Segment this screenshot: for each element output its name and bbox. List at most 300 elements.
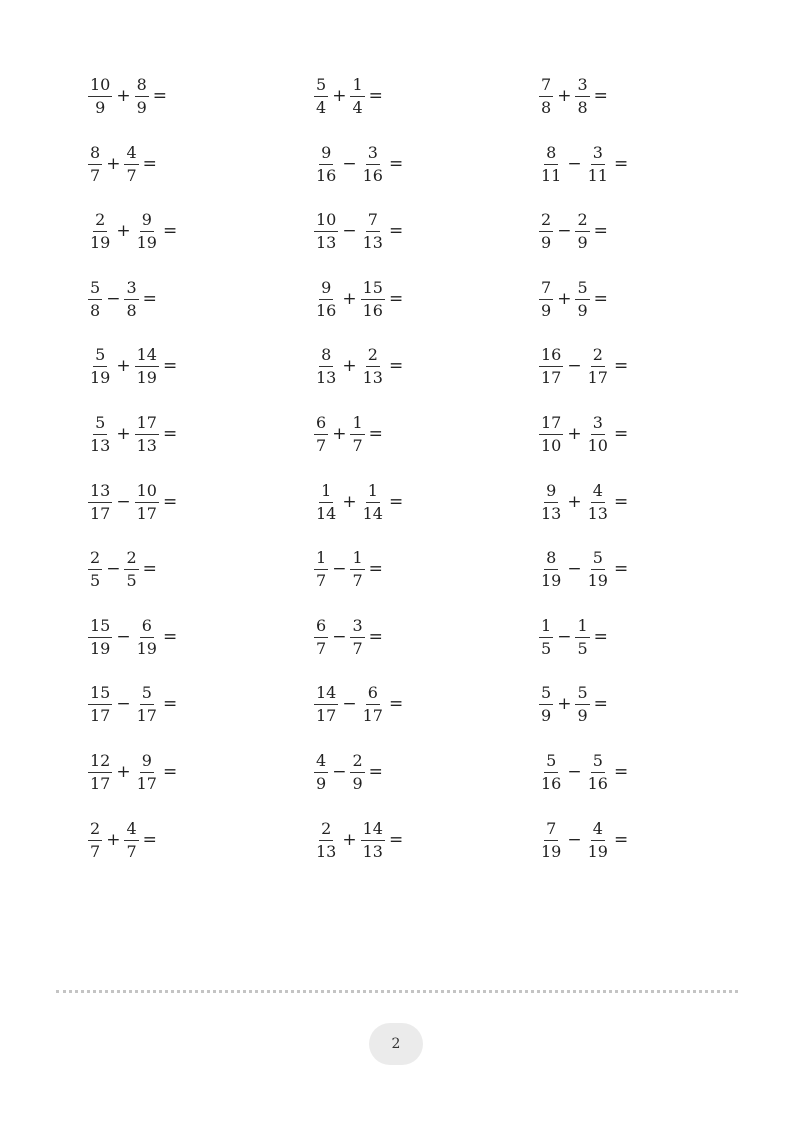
numerator: 17 — [539, 415, 563, 435]
fraction-right — [135, 209, 159, 252]
numerator: 1 — [350, 77, 364, 97]
fraction-right — [575, 277, 589, 320]
fraction-problem — [539, 479, 628, 525]
equals-sign: = — [593, 221, 608, 241]
operator-sign: + — [567, 492, 582, 512]
denominator: 13 — [90, 435, 111, 455]
numerator: 15 — [361, 280, 385, 300]
fraction-problem — [539, 276, 608, 322]
denominator: 14 — [362, 503, 383, 523]
denominator: 19 — [541, 570, 562, 590]
denominator: 7 — [126, 165, 137, 185]
denominator: 19 — [90, 638, 111, 658]
fraction-right — [135, 682, 159, 725]
denominator: 19 — [587, 841, 608, 861]
fraction-problem — [539, 343, 628, 389]
denominator: 13 — [362, 841, 383, 861]
fraction-right — [135, 74, 149, 117]
denominator: 7 — [352, 435, 363, 455]
fraction-right — [361, 682, 385, 725]
denominator: 16 — [316, 300, 337, 320]
numerator: 8 — [135, 77, 149, 97]
numerator: 1 — [366, 483, 380, 503]
denominator: 17 — [362, 705, 383, 725]
operator-sign: + — [557, 289, 572, 309]
operator-sign: − — [567, 559, 582, 579]
fraction-problem — [88, 73, 167, 119]
fraction-left — [539, 344, 563, 387]
operator-sign: − — [342, 694, 357, 714]
numerator: 2 — [93, 212, 107, 232]
operator-sign: + — [106, 830, 121, 850]
numerator: 5 — [539, 685, 553, 705]
numerator: 7 — [544, 821, 558, 841]
denominator: 14 — [316, 503, 337, 523]
fraction-left — [88, 750, 112, 793]
denominator: 10 — [587, 435, 608, 455]
fraction-problem — [88, 479, 177, 525]
fraction-left — [539, 209, 553, 252]
denominator: 9 — [577, 232, 588, 252]
numerator: 5 — [591, 753, 605, 773]
dotted-divider — [56, 990, 738, 993]
operator-sign: + — [116, 762, 131, 782]
numerator: 2 — [124, 550, 138, 570]
denominator: 8 — [577, 97, 588, 117]
equals-sign: = — [613, 762, 629, 782]
denominator: 13 — [541, 503, 562, 523]
fraction-left — [539, 615, 553, 658]
denominator: 9 — [95, 97, 106, 117]
denominator: 13 — [362, 367, 383, 387]
numerator: 2 — [591, 347, 605, 367]
fraction-left — [314, 209, 338, 252]
operator-sign: − — [332, 627, 347, 647]
denominator: 16 — [541, 773, 562, 793]
numerator: 5 — [575, 685, 589, 705]
equals-sign: = — [142, 559, 157, 579]
numerator: 14 — [135, 347, 159, 367]
fraction-right — [350, 412, 364, 455]
denominator: 7 — [352, 570, 363, 590]
denominator: 9 — [136, 97, 147, 117]
fraction-left — [539, 547, 563, 590]
denominator: 9 — [316, 773, 327, 793]
denominator: 7 — [126, 841, 137, 861]
fraction-left — [539, 142, 563, 185]
denominator: 17 — [316, 705, 337, 725]
fraction-right — [350, 74, 364, 117]
fraction-right — [586, 480, 610, 523]
numerator: 1 — [575, 618, 589, 638]
fraction-problem — [539, 546, 628, 592]
numerator: 2 — [88, 821, 102, 841]
denominator: 16 — [316, 165, 337, 185]
numerator: 2 — [319, 821, 333, 841]
denominator: 16 — [587, 773, 608, 793]
equals-sign: = — [388, 289, 404, 309]
numerator: 1 — [350, 550, 364, 570]
fraction-problem — [314, 749, 383, 795]
denominator: 9 — [352, 773, 363, 793]
fraction-left — [314, 682, 338, 725]
fraction-right — [361, 818, 385, 861]
equals-sign: = — [388, 154, 404, 174]
operator-sign: − — [116, 627, 131, 647]
fraction-right — [586, 142, 610, 185]
denominator: 17 — [90, 503, 111, 523]
fraction-right — [575, 682, 589, 725]
operator-sign: + — [116, 221, 131, 241]
denominator: 13 — [316, 367, 337, 387]
fraction-right — [361, 480, 385, 523]
denominator: 16 — [362, 165, 383, 185]
fraction-right — [586, 412, 610, 455]
fraction-left — [88, 615, 112, 658]
fraction-problem — [314, 817, 403, 863]
numerator: 10 — [135, 483, 159, 503]
numerator: 1 — [319, 483, 333, 503]
denominator: 9 — [541, 232, 552, 252]
denominator: 5 — [126, 570, 137, 590]
fraction-left — [314, 480, 338, 523]
equals-sign: = — [142, 289, 157, 309]
denominator: 17 — [587, 367, 608, 387]
fraction-left — [88, 412, 112, 455]
fraction-right — [361, 344, 385, 387]
operator-sign: + — [567, 424, 582, 444]
fraction-right — [124, 818, 138, 861]
denominator: 17 — [541, 367, 562, 387]
operator-sign: − — [116, 492, 131, 512]
fraction-right — [135, 344, 159, 387]
fraction-left — [539, 682, 553, 725]
fraction-problem — [88, 614, 177, 660]
numerator: 9 — [140, 753, 154, 773]
operator-sign: − — [567, 762, 582, 782]
fraction-left — [88, 547, 102, 590]
numerator: 6 — [314, 415, 328, 435]
fraction-right — [586, 750, 610, 793]
denominator: 17 — [136, 503, 157, 523]
operator-sign: − — [106, 559, 121, 579]
denominator: 11 — [541, 165, 562, 185]
fraction-problem — [314, 681, 403, 727]
denominator: 7 — [316, 570, 327, 590]
fraction-right — [350, 547, 364, 590]
fraction-problem — [88, 411, 177, 457]
operator-sign: + — [342, 356, 357, 376]
fraction-right — [586, 818, 610, 861]
equals-sign: = — [613, 424, 629, 444]
denominator: 19 — [90, 232, 111, 252]
equals-sign: = — [152, 86, 168, 106]
operator-sign: + — [116, 424, 131, 444]
denominator: 19 — [136, 638, 157, 658]
denominator: 19 — [136, 367, 157, 387]
equals-sign: = — [388, 492, 404, 512]
fraction-left — [88, 277, 102, 320]
denominator: 19 — [136, 232, 157, 252]
fraction-left — [314, 412, 328, 455]
denominator: 16 — [362, 300, 383, 320]
fraction-right — [361, 277, 385, 320]
fraction-problem — [314, 614, 383, 660]
fraction-left — [314, 277, 338, 320]
numerator: 9 — [544, 483, 558, 503]
fraction-left — [314, 750, 328, 793]
denominator: 13 — [587, 503, 608, 523]
numerator: 12 — [88, 753, 112, 773]
fraction-problem — [314, 276, 403, 322]
fraction-right — [586, 344, 610, 387]
page-number-badge — [369, 1023, 423, 1065]
numerator: 16 — [539, 347, 563, 367]
fraction-left — [314, 142, 338, 185]
operator-sign: − — [567, 154, 582, 174]
numerator: 5 — [140, 685, 154, 705]
equals-sign: = — [368, 762, 383, 782]
fraction-problem — [539, 817, 628, 863]
numerator: 8 — [88, 145, 102, 165]
numerator: 4 — [591, 821, 605, 841]
fraction-right — [135, 750, 159, 793]
numerator: 7 — [539, 280, 553, 300]
equals-sign: = — [142, 154, 157, 174]
numerator: 9 — [319, 280, 333, 300]
fraction-problem — [314, 479, 403, 525]
denominator: 9 — [541, 300, 552, 320]
fraction-left — [314, 818, 338, 861]
fraction-left — [314, 615, 328, 658]
denominator: 17 — [136, 705, 157, 725]
numerator: 5 — [93, 347, 107, 367]
numerator: 5 — [591, 550, 605, 570]
fraction-problem — [314, 411, 383, 457]
fraction-right — [350, 750, 364, 793]
equals-sign: = — [162, 627, 178, 647]
equals-sign: = — [388, 221, 404, 241]
fraction-left — [88, 344, 112, 387]
denominator: 13 — [316, 841, 337, 861]
fraction-problem — [88, 276, 157, 322]
equals-sign: = — [368, 86, 383, 106]
operator-sign: + — [116, 86, 131, 106]
operator-sign: − — [116, 694, 131, 714]
fraction-problem — [88, 208, 177, 254]
fraction-left — [539, 412, 563, 455]
equals-sign: = — [162, 694, 178, 714]
fraction-problem — [539, 681, 608, 727]
fraction-right — [124, 277, 138, 320]
numerator: 2 — [539, 212, 553, 232]
denominator: 7 — [316, 435, 327, 455]
fraction-right — [575, 74, 589, 117]
numerator: 2 — [88, 550, 102, 570]
denominator: 4 — [316, 97, 327, 117]
numerator: 13 — [88, 483, 112, 503]
equals-sign: = — [388, 830, 404, 850]
fraction-problem — [539, 141, 628, 187]
equals-sign: = — [593, 694, 608, 714]
denominator: 17 — [136, 773, 157, 793]
numerator: 3 — [124, 280, 138, 300]
operator-sign: + — [557, 694, 572, 714]
operator-sign: − — [567, 830, 582, 850]
fraction-right — [586, 547, 610, 590]
operator-sign: − — [332, 559, 347, 579]
numerator: 9 — [319, 145, 333, 165]
fraction-right — [361, 142, 385, 185]
fraction-problem — [88, 141, 157, 187]
numerator: 4 — [124, 145, 138, 165]
numerator: 15 — [88, 685, 112, 705]
equals-sign: = — [613, 492, 629, 512]
denominator: 19 — [541, 841, 562, 861]
denominator: 9 — [577, 300, 588, 320]
numerator: 8 — [544, 550, 558, 570]
numerator: 8 — [544, 145, 558, 165]
denominator: 10 — [541, 435, 562, 455]
operator-sign: − — [557, 221, 572, 241]
equals-sign: = — [368, 424, 383, 444]
fraction-left — [314, 547, 328, 590]
fraction-right — [575, 209, 589, 252]
numerator: 4 — [591, 483, 605, 503]
numerator: 7 — [366, 212, 380, 232]
numerator: 5 — [314, 77, 328, 97]
denominator: 17 — [90, 705, 111, 725]
numerator: 2 — [350, 753, 364, 773]
denominator: 5 — [541, 638, 552, 658]
numerator: 5 — [93, 415, 107, 435]
fraction-problem — [314, 208, 403, 254]
fraction-problem — [539, 411, 628, 457]
numerator: 6 — [140, 618, 154, 638]
numerator: 10 — [88, 77, 112, 97]
equals-sign: = — [613, 830, 629, 850]
fraction-left — [539, 818, 563, 861]
denominator: 7 — [352, 638, 363, 658]
equals-sign: = — [613, 559, 629, 579]
fraction-left — [314, 344, 338, 387]
equals-sign: = — [162, 221, 178, 241]
fraction-problem — [88, 546, 157, 592]
numerator: 14 — [314, 685, 338, 705]
fraction-right — [124, 547, 138, 590]
numerator: 3 — [575, 77, 589, 97]
denominator: 11 — [587, 165, 608, 185]
numerator: 4 — [124, 821, 138, 841]
fraction-right — [135, 412, 159, 455]
page-number: 2 — [391, 1036, 401, 1052]
fraction-right — [124, 142, 138, 185]
fraction-left — [314, 74, 328, 117]
fraction-left — [88, 74, 112, 117]
equals-sign: = — [162, 492, 178, 512]
equals-sign: = — [388, 356, 404, 376]
fraction-right — [135, 615, 159, 658]
equals-sign: = — [162, 356, 178, 376]
fraction-problem — [539, 749, 628, 795]
operator-sign: − — [342, 221, 357, 241]
numerator: 15 — [88, 618, 112, 638]
equals-sign: = — [593, 627, 608, 647]
equals-sign: = — [162, 762, 178, 782]
fraction-problem — [88, 343, 177, 389]
numerator: 2 — [366, 347, 380, 367]
numerator: 1 — [350, 415, 364, 435]
denominator: 19 — [587, 570, 608, 590]
denominator: 13 — [316, 232, 337, 252]
equals-sign: = — [593, 289, 608, 309]
operator-sign: − — [106, 289, 121, 309]
fraction-problem — [314, 546, 383, 592]
operator-sign: + — [342, 492, 357, 512]
equals-sign: = — [142, 830, 157, 850]
denominator: 8 — [541, 97, 552, 117]
operator-sign: + — [106, 154, 121, 174]
operator-sign: + — [557, 86, 572, 106]
operator-sign: − — [342, 154, 357, 174]
denominator: 13 — [136, 435, 157, 455]
denominator: 19 — [90, 367, 111, 387]
operator-sign: + — [332, 424, 347, 444]
fraction-right — [575, 615, 589, 658]
fraction-problem — [88, 749, 177, 795]
fraction-right — [135, 480, 159, 523]
operator-sign: − — [567, 356, 582, 376]
operator-sign: + — [342, 289, 357, 309]
denominator: 9 — [577, 705, 588, 725]
fraction-left — [88, 818, 102, 861]
equals-sign: = — [368, 627, 383, 647]
fraction-problem — [539, 73, 608, 119]
fraction-right — [350, 615, 364, 658]
denominator: 8 — [90, 300, 101, 320]
operator-sign: − — [332, 762, 347, 782]
numerator: 3 — [591, 415, 605, 435]
numerator: 5 — [544, 753, 558, 773]
numerator: 3 — [591, 145, 605, 165]
fraction-left — [88, 480, 112, 523]
fraction-left — [539, 74, 553, 117]
denominator: 7 — [90, 165, 101, 185]
numerator: 5 — [88, 280, 102, 300]
denominator: 8 — [126, 300, 137, 320]
denominator: 4 — [352, 97, 363, 117]
numerator: 2 — [575, 212, 589, 232]
numerator: 14 — [361, 821, 385, 841]
fraction-problem — [539, 614, 608, 660]
denominator: 9 — [541, 705, 552, 725]
equals-sign: = — [613, 356, 629, 376]
fraction-problem — [88, 817, 157, 863]
equals-sign: = — [593, 86, 608, 106]
numerator: 8 — [319, 347, 333, 367]
fraction-right — [361, 209, 385, 252]
fraction-left — [539, 277, 553, 320]
numerator: 5 — [575, 280, 589, 300]
numerator: 1 — [539, 618, 553, 638]
fraction-left — [88, 682, 112, 725]
denominator: 5 — [90, 570, 101, 590]
denominator: 7 — [316, 638, 327, 658]
numerator: 7 — [539, 77, 553, 97]
numerator: 6 — [366, 685, 380, 705]
fraction-problem — [314, 73, 383, 119]
fraction-left — [539, 750, 563, 793]
